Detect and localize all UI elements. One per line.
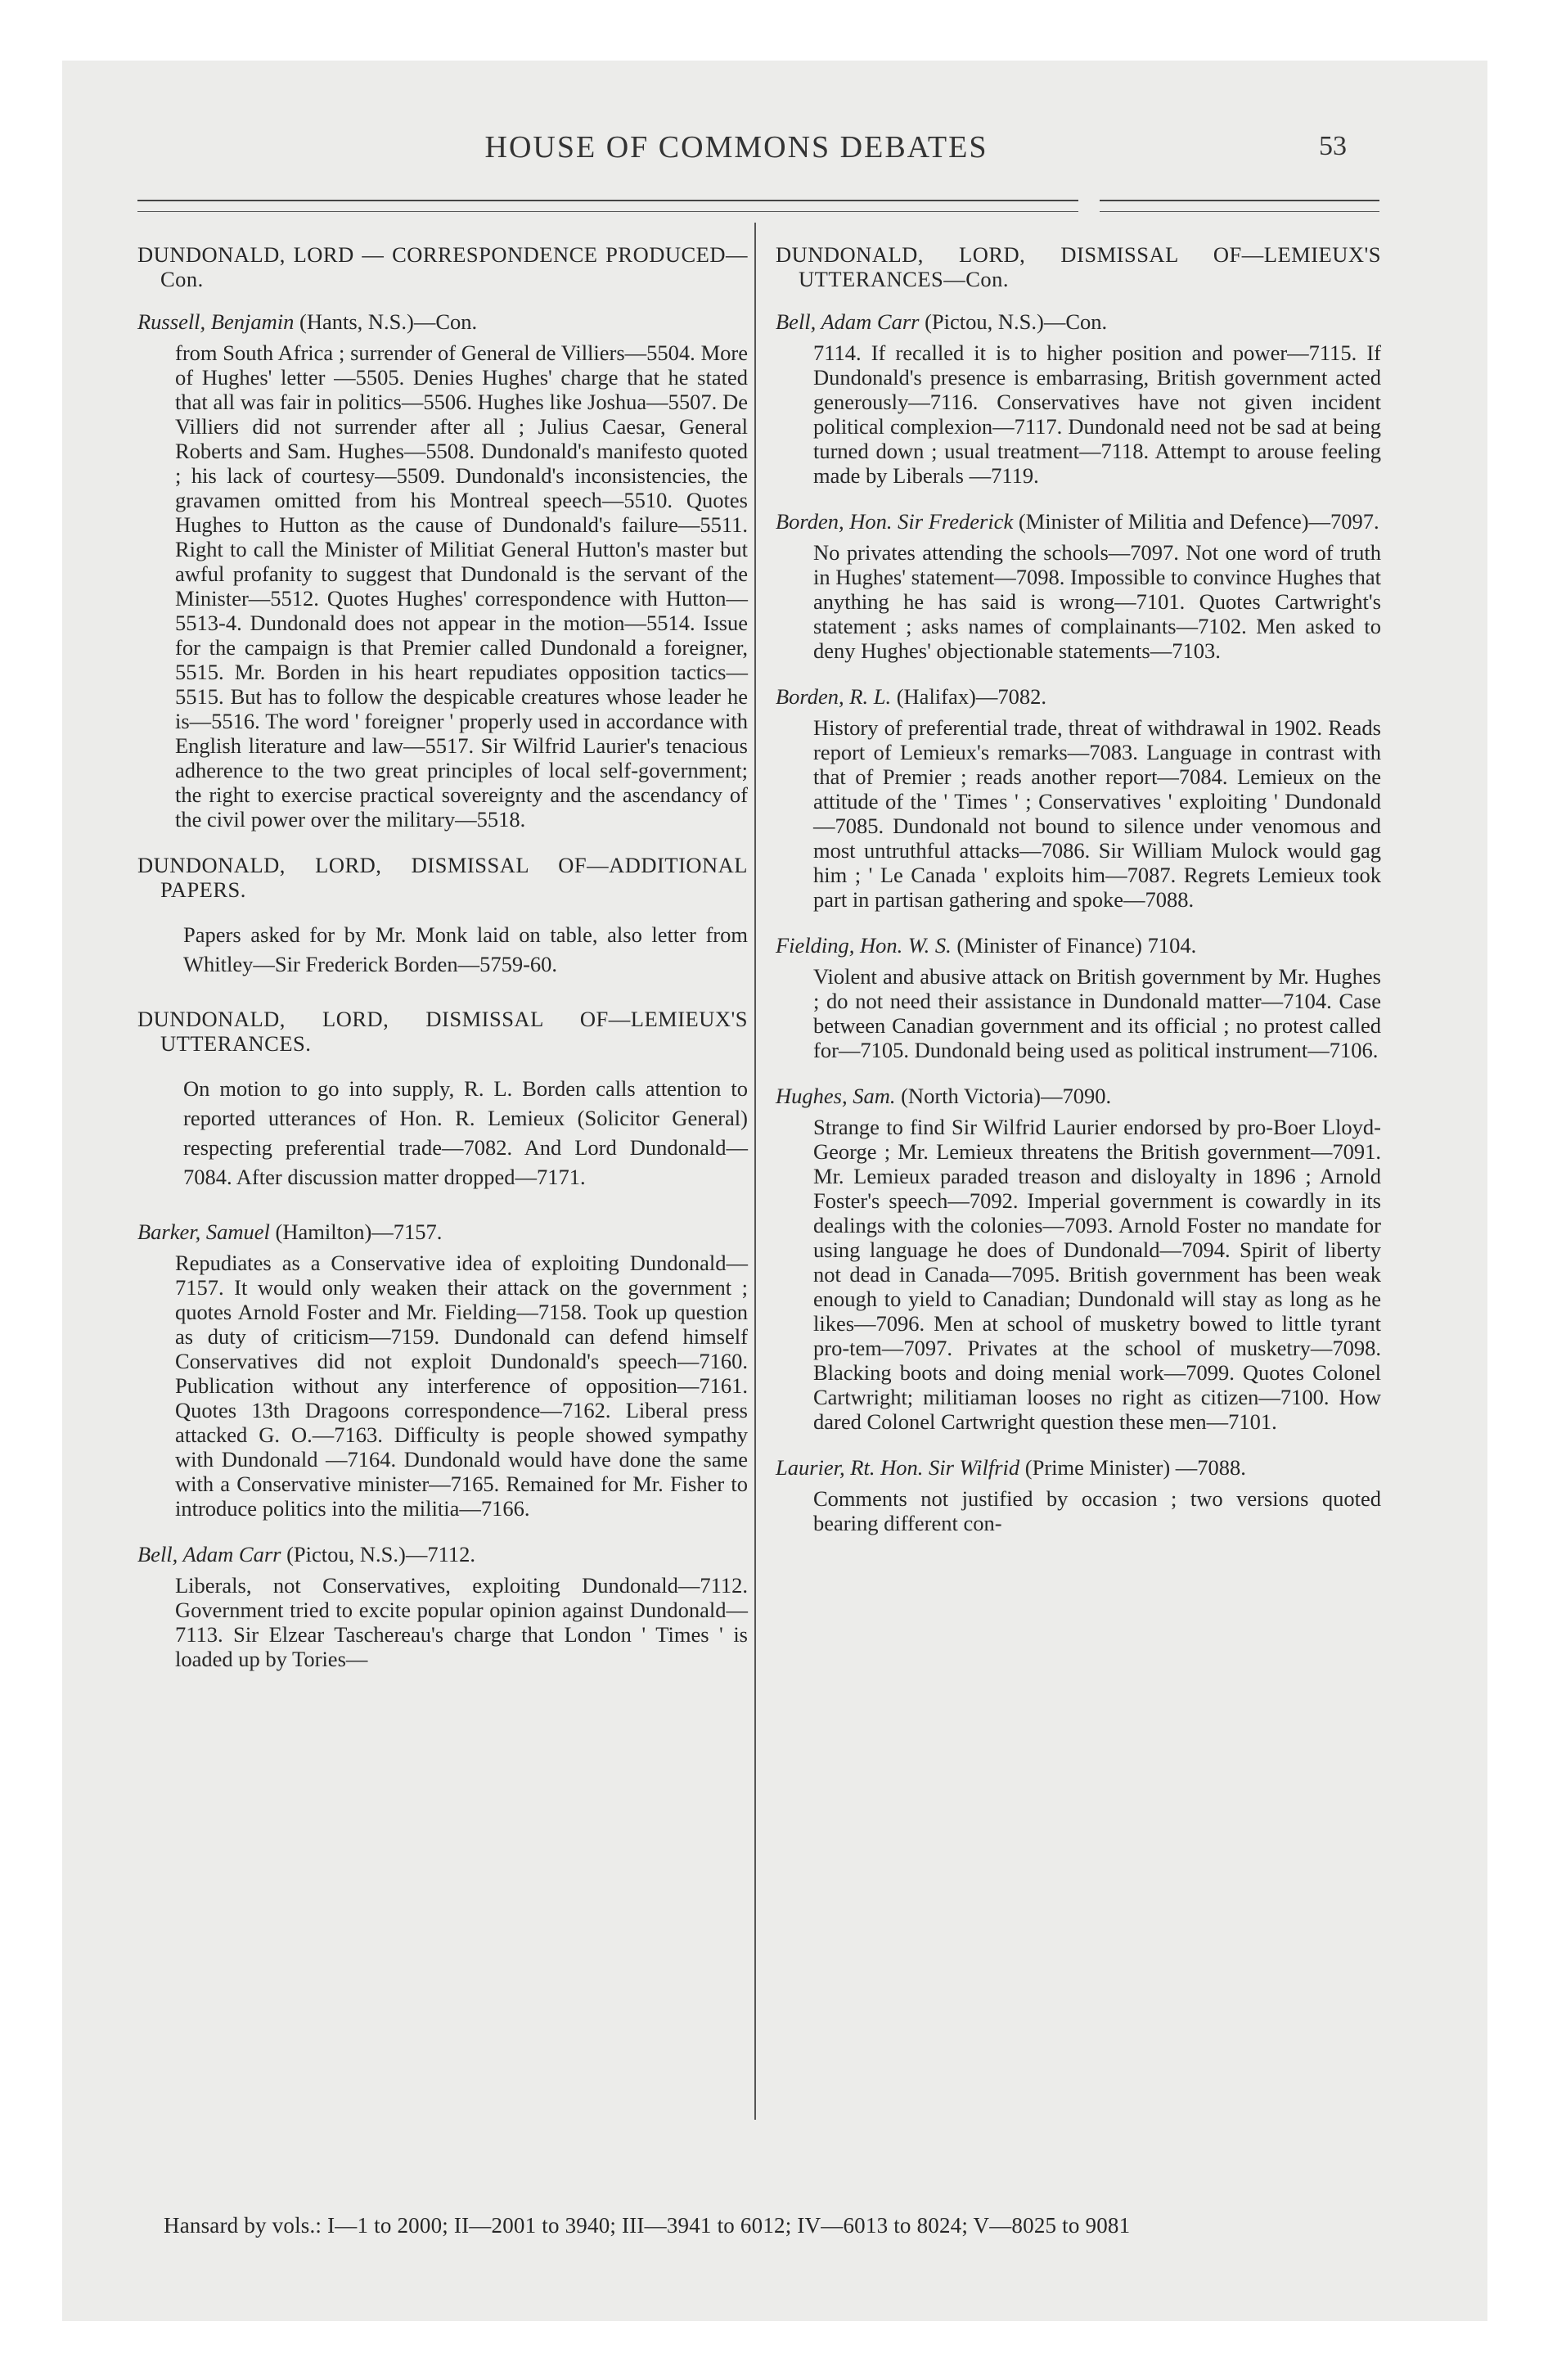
speaker-entry <box>776 933 1381 958</box>
left-column <box>137 242 748 1693</box>
speaker-name: Bell, Adam Carr <box>776 309 920 334</box>
entry-paragraph: No privates attending the schools—7097. Not one word of truth in Hughes' statement—7098. Impossible to convince Hughes that anything he has said is wrong—7101. Quotes Cartwright's statement ; asks names of complainants—7102. Men asked to deny Hughes' objectionable statements—7103. <box>813 540 1381 663</box>
entry-paragraph: 7114. If recalled it is to higher position and power—7115. If Dundonald's presence is embarrasing, British government acted generously—7116. Conservatives have not given incident political complexion—7117. Dundonald need not be sad at being turned down ; usual treatment—7118. Attempt to arouse feeling made by Liberals —7119. <box>813 340 1381 488</box>
section-heading: DUNDONALD, LORD, DISMISSAL OF—ADDITIONAL PAPERS. <box>137 853 748 902</box>
speaker-detail: (Halifax)—7082. <box>896 684 1046 709</box>
speaker-entry <box>776 1455 1381 1480</box>
speaker-detail: (Prime Minister) —7088. <box>1024 1455 1246 1480</box>
speaker-detail: (North Victoria)—7090. <box>901 1084 1112 1108</box>
right-column <box>776 242 1381 1557</box>
header-rule-right <box>1100 200 1379 201</box>
entry-paragraph: from South Africa ; surrender of General de Villiers—5504. More of Hughes' letter —5505. Denies Hughes' charge that he stated that all was fair in politics—5506. Hughes like Joshua—5507. De Villiers did not surrender after all ; Julius Caesar, General Roberts and Sam. Hughes—5508. Dundonald's manifesto quoted ; his lack of courtesy—5509. Dundonald's inconsistencies, the gravamen omitted from his Montreal speech—5510. Quotes Hughes to Hutton as the cause of Dundonald's failure—5511. Right to call the Minister of Militiat General Hutton's master but awful profanity to suggest that Dundonald is the servant of the Minister—5512. Quotes Hughes' correspondence with Hutton—5513-4. Dundonald does not appear in the motion—5514. Issue for the campaign is that Premier called Dundonald a foreigner, 5515. Mr. Borden in his heart repudiates opposition tactics—5515. But has to follow the despicable creatures whose leader he is—5516. The word ' foreigner ' properly used in accordance with English literature and law—5517. Sir Wilfrid Laurier's tenacious adherence to the two great principles of local self-government; the right to exercise practical sovereignty and the ascendancy of the civil power over the military—5518. <box>175 340 748 832</box>
footer-volume-index: Hansard by vols.: I—1 to 2000; II—2001 to 3940; III—3941 to 6012; IV—6013 to 8024; V—8025 to 9081 <box>164 2213 1131 2238</box>
section-heading: DUNDONALD, LORD, DISMISSAL OF—LEMIEUX'S UTTERANCES. <box>137 1007 748 1056</box>
speaker-name: Fielding, Hon. W. S. <box>776 933 952 958</box>
speaker-detail: (Minister of Militia and Defence)—7097. <box>1018 509 1379 534</box>
speaker-entry <box>776 309 1381 334</box>
entry-paragraph: Liberals, not Conservatives, exploiting Dundonald—7112. Government tried to excite popular opinion against Dundonald—7113. Sir Elzear Taschereau's charge that London ' Times ' is loaded up by Tories— <box>175 1573 748 1671</box>
speaker-name: Borden, Hon. Sir Frederick <box>776 509 1014 534</box>
speaker-entry <box>776 684 1381 709</box>
entry-paragraph: Papers asked for by Mr. Monk laid on table, also letter from Whitley—Sir Frederick Borden—5759-60. <box>183 922 748 976</box>
speaker-name: Borden, R. L. <box>776 684 892 709</box>
entry-paragraph: Violent and abusive attack on British government by Mr. Hughes ; do not need their assistance in Dundonald matter—7104. Case between Canadian government and its official ; no protest called for—7105. Dundonald being used as political instrument—7106. <box>813 964 1381 1062</box>
section-heading: DUNDONALD, LORD — CORRESPONDENCE PRODUCED—Con. <box>137 242 748 291</box>
speaker-detail: (Minister of Finance) 7104. <box>956 933 1197 958</box>
speaker-entry <box>137 1542 748 1566</box>
column-divider <box>754 223 756 2120</box>
speaker-entry <box>776 509 1381 534</box>
speaker-name: Barker, Samuel <box>137 1219 270 1244</box>
running-title: HOUSE OF COMMONS DEBATES <box>484 130 988 165</box>
speaker-detail: (Pictou, N.S.)—7112. <box>286 1542 475 1566</box>
speaker-entry <box>137 309 748 334</box>
header-rule-left <box>137 200 1078 201</box>
speaker-name: Bell, Adam Carr <box>137 1542 281 1566</box>
speaker-entry <box>776 1084 1381 1108</box>
speaker-name: Laurier, Rt. Hon. Sir Wilfrid <box>776 1455 1020 1480</box>
entry-paragraph: Comments not justified by occasion ; two versions quoted bearing different con- <box>813 1486 1381 1535</box>
header-rule-left-lower <box>137 211 1078 212</box>
section-heading: DUNDONALD, LORD, DISMISSAL OF—LEMIEUX'S UTTERANCES—Con. <box>776 242 1381 291</box>
entry-paragraph: History of preferential trade, threat of withdrawal in 1902. Reads report of Lemieux's remarks—7083. Language in contrast with that of Premier ; reads another report—7084. Lemieux on the attitude of the ' Times ' ; Conservatives ' exploiting ' Dundonald—7085. Dundonald not bound to silence under venomous and most untruthful attacks—7086. Sir William Mulock would gag him ; ' Le Canada ' exploits him—7087. Regrets Lemieux took part in partisan gathering and spoke—7088. <box>813 715 1381 912</box>
speaker-name: Russell, Benjamin <box>137 309 295 334</box>
entry-paragraph: Repudiates as a Conservative idea of exploiting Dundonald—7157. It would only weaken their attack on the government ; quotes Arnold Foster and Mr. Fielding—7158. Took up question as duty of criticism—7159. Dundonald can defend himself Conservatives did not exploit Dundonald's speech—7160. Publication without any interference of opposition—7161. Quotes 13th Dragoons correspondence—7162. Liberal press attacked G. O.—7163. Difficulty is people showed sympathy with Dundonald —7164. Dundonald would have done the same with a Conservative minister—7165. Remained for Mr. Fisher to introduce politics into the militia—7166. <box>175 1251 748 1521</box>
page-number: 53 <box>1319 131 1347 161</box>
speaker-detail: (Pictou, N.S.)—Con. <box>925 309 1108 334</box>
speaker-detail: (Hamilton)—7157. <box>275 1219 443 1244</box>
speaker-entry <box>137 1219 748 1244</box>
speaker-name: Hughes, Sam. <box>776 1084 896 1108</box>
entry-paragraph: On motion to go into supply, R. L. Borden calls attention to reported utterances of Hon. R. Lemieux (Solicitor General) respecting preferential trade—7082. And Lord Dundonald—7084. After discussion matter dropped—7171. <box>183 1076 748 1189</box>
entry-paragraph: Strange to find Sir Wilfrid Laurier endorsed by pro-Boer Lloyd-George ; Mr. Lemieux threatens the British government—7091. Mr. Lemieux paraded treason and disloyalty in 1896 ; Arnold Foster's speech—7092. Imperial government is cowardly in its dealings with the colonies—7093. Arnold Foster no mandate for using language he does of Dundonald—7094. Spirit of liberty not dead in Canada—7095. British government has been weak enough to yield to Canadian; Dundonald will stay as long as he likes—7096. Men at school of musketry bowed to little tyrant pro-tem—7097. Privates at the school of musketry—7098. Blacking boots and doing menial work—7099. Quotes Colonel Cartwright; militiaman looses no right as citizen—7100. How dared Colonel Cartwright question these men—7101. <box>813 1115 1381 1434</box>
header-rule-right-lower <box>1100 211 1379 212</box>
speaker-detail: (Hants, N.S.)—Con. <box>299 309 478 334</box>
